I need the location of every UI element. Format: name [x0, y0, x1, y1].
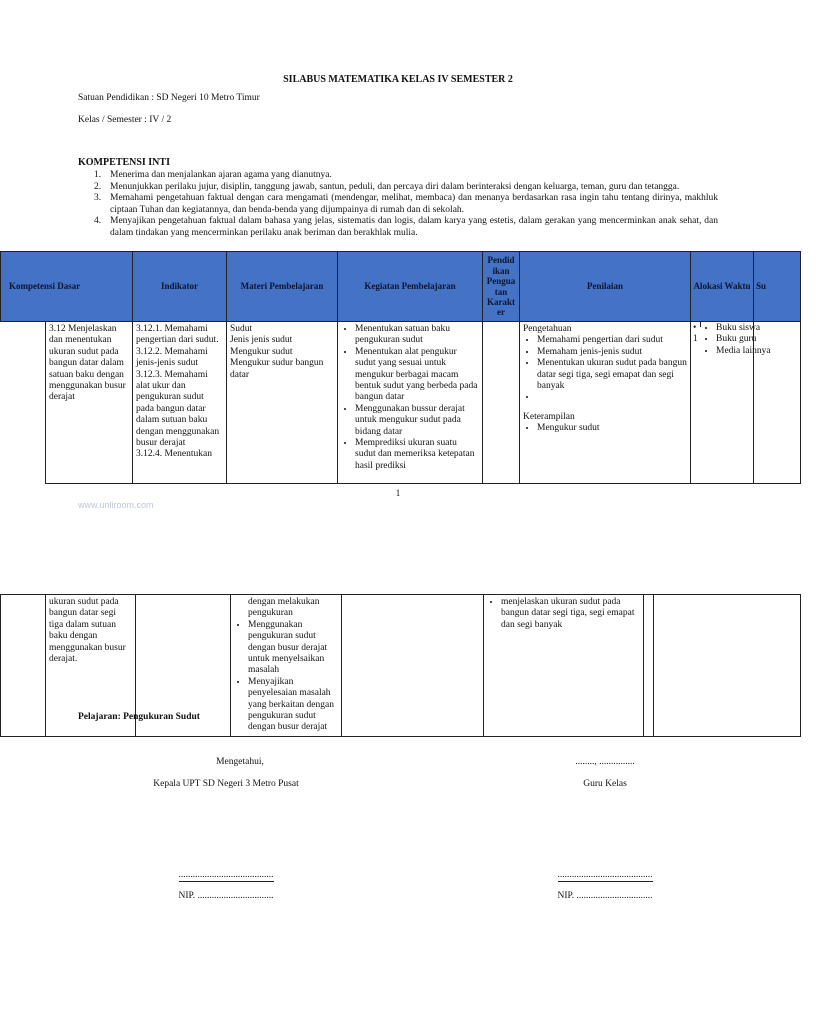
list-item: • Mengukur sudut	[537, 423, 687, 434]
list-item: 3. Memahami pengetahuan faktual dengan cara mengamati (mendengar, melihat, membaca) dan menanya berdasarkan rasa ingin tahu tentang dirinya, makhluk ciptaan Tuhan dan kegiatannya, dan benda-benda yang dijumpainya di rumah dan di sekolah.	[94, 193, 718, 215]
list-item: • Media lainnya	[716, 346, 816, 357]
penilaian-pengetahuan-label: Pengetahuan	[523, 324, 572, 334]
guru-name-line: ........................................	[505, 870, 705, 882]
header-kompetensi-dasar: Kompetensi Dasar	[1, 252, 133, 322]
list-item: • Menggunakan bussur derajat untuk mengukur sudut pada bidang datar	[355, 404, 479, 438]
list-item: • Menentukan ukuran sudut pada bangun datar segi tiga, segi emapat dan segi banyak	[537, 358, 687, 392]
guru-title: Guru Kelas	[583, 779, 627, 789]
alokasi-bullet: •	[693, 323, 697, 333]
cell-kompetensi-dasar	[1, 595, 46, 737]
empty-margin-cell	[1, 322, 46, 484]
header-alokasi: Alokasi Waktu	[691, 252, 754, 322]
header-materi: Materi Pembelajaran	[227, 252, 338, 322]
table-header-row	[1, 252, 801, 322]
place-date: ........, ...............	[575, 757, 635, 767]
cell-alokasi	[644, 595, 654, 737]
header-kegiatan: Kegiatan Pembelajaran	[338, 252, 483, 322]
cell-karakter	[342, 595, 484, 737]
penilaian-keterampilan-label: Keterampilan	[523, 411, 575, 422]
list-item: • Buku siswa	[716, 323, 816, 334]
kelas-semester: Kelas / Semester : IV / 2	[78, 115, 172, 125]
table-row	[1, 322, 801, 484]
cell-penilaian	[484, 595, 644, 737]
header-indikator: Indikator	[133, 252, 227, 322]
kepala-nip: NIP. ................................	[178, 891, 274, 901]
cell-alokasi	[691, 322, 771, 484]
alokasi-value: 1	[693, 334, 698, 344]
list-item: • Buku guru	[716, 334, 816, 345]
header-sumber: Su	[754, 252, 801, 322]
kompetensi-inti-heading: KOMPETENSI INTI	[78, 157, 170, 168]
silabus-table	[0, 251, 801, 484]
watermark: www.unliroom.com	[78, 500, 154, 510]
cell-kompetensi-dasar: 3.12 Menjelaskan dan menentukan ukuran sudut pada bangun datar dalam satuan baku dengan menggunakan busur derajat	[46, 322, 133, 484]
kepala-title: Kepala UPT SD Negeri 3 Metro Pusat	[153, 779, 299, 789]
inner-divider	[700, 321, 701, 327]
list-item: 1. Menerima dan menjalankan ajaran agama yang dianutnya.	[94, 170, 332, 180]
cell-karakter	[483, 322, 520, 484]
satuan-pendidikan: Satuan Pendidikan : SD Negeri 10 Metro Timur	[78, 93, 260, 103]
list-item	[537, 392, 687, 403]
kompetensi-inti-list	[78, 170, 718, 239]
cell-indikator: 3.12.1. Memahami pengertian dari sudut. 3.12.2. Memahami jenis-jenis sudut 3.12.3. Memahami alat ukur dan pengukuran sudut pada bangun datar dalam sutuan baku dengan menggunakan busur derajat 3.12.4. Menentukan	[133, 322, 227, 484]
header-karakter: Pendid ikan Pengua tan Karakt er	[483, 252, 520, 322]
cell-penilaian	[520, 322, 691, 484]
document-title: SILABUS MATEMATIKA KELAS IV SEMESTER 2	[283, 74, 513, 85]
cell-sumber	[654, 595, 801, 737]
list-item: • Menyajikan penyelesaian masalah yang berkaitan dengan pengukuran sudut dengan busur derajat	[248, 677, 338, 734]
cell-indikator: ukuran sudut pada bangun datar segi tiga dalam sutuan baku dengan menggunakan busur derajat.	[46, 595, 136, 737]
kepala-name-line: ........................................	[126, 870, 326, 882]
list-item: • Memaham jenis-jenis sudut	[537, 347, 687, 358]
header-penilaian: Penilaian	[520, 252, 691, 322]
kegiatan-continued: dengan melakukan pengukuran	[248, 597, 320, 619]
list-item: • Menentukan satuan baku pengukuran sudut	[355, 324, 479, 347]
list-item: • Memprediksi ukuran suatu sudut dan memeriksa ketepatan hasil prediksi	[355, 438, 479, 472]
page-number: 1	[395, 488, 401, 498]
cell-kegiatan	[338, 322, 483, 484]
list-item: • Menentukan alat pengukur sudut yang sesuai untuk mengukur berbagai macam bentuk sudut yang berbeda pada bangun datar	[355, 347, 479, 404]
list-item: • menjelaskan ukuran sudut pada bangun datar segi tiga, segi emapat dan segi banyak	[501, 597, 640, 631]
cell-materi: Sudut Jenis jenis sudut Mengukur sudut Mengukur sudur bangun datar	[227, 322, 338, 484]
guru-nip: NIP. ................................	[557, 891, 653, 901]
mengetahui-label: Mengetahui,	[216, 757, 264, 767]
cell-kegiatan	[231, 595, 342, 737]
list-item: • Memahami pengertian dari sudut	[537, 335, 687, 346]
list-item: 4. Menyajikan pengetahuan faktual dalam bahasa yang jelas, sistematis dan logis, dalam karya yang estetis, dalam gerakan yang mencerminkan anak sehat, dan dalam tindakan yang mencerminkan perilaku anak beriman dan berakhlak mulia.	[94, 216, 718, 238]
list-item: 2. Menunjukkan perilaku jujur, disiplin, tanggung jawab, santun, peduli, dan percaya diri dalam berinteraksi dengan keluarga, teman, guru dan tetangga.	[94, 181, 680, 192]
list-item: • Menggunakan pengukuran sudut dengan busur derajat untuk menyelsaikan masalah	[248, 620, 338, 677]
lesson-label: Pelajaran: Pengukuran Sudut	[78, 712, 200, 722]
